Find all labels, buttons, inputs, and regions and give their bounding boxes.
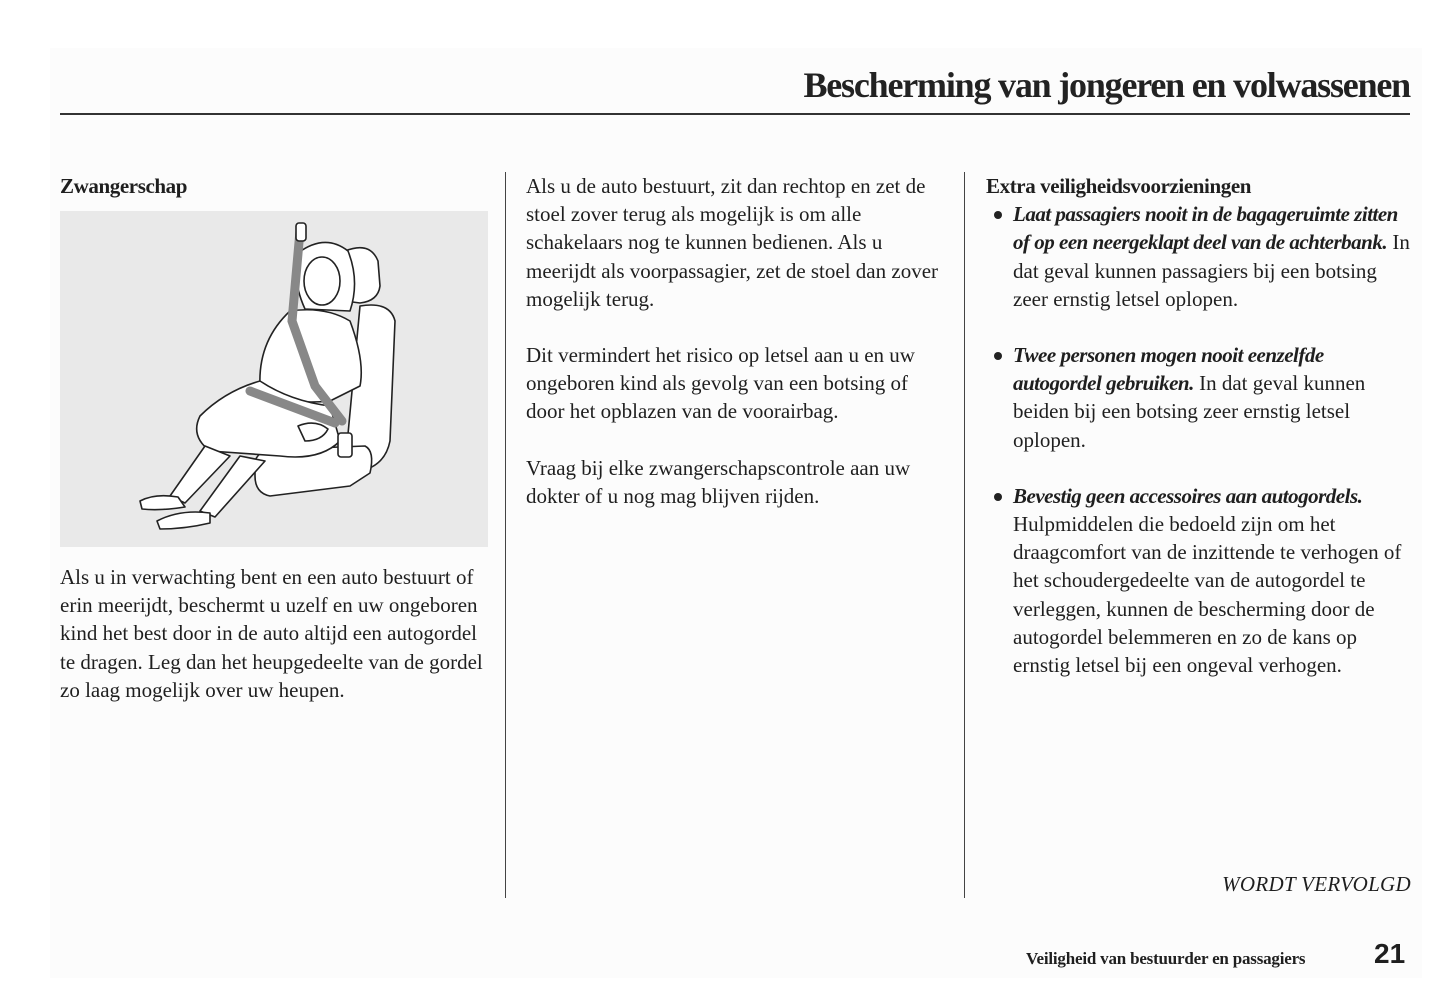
page-number: 21 xyxy=(1374,938,1406,969)
bullet-emphasis: Twee personen mogen nooit eenzelfde autogordel gebruiken. xyxy=(1013,343,1324,396)
column-divider-right xyxy=(964,172,965,898)
continued-label: WORDT VERVOLGD xyxy=(1222,872,1411,896)
bullet-item xyxy=(986,482,1416,679)
bullet-text: In dat geval kunnen beiden bij een botsing zeer ernstig letsel oplopen. xyxy=(1013,371,1366,452)
bullet-icon xyxy=(994,493,1002,501)
left-column xyxy=(60,172,490,200)
bullet-text: In dat geval kunnen passagiers bij een botsing zeer ernstig letsel oplopen. xyxy=(1013,230,1410,311)
section-heading-extra-safety: Extra veiligheidsvoorzieningen xyxy=(986,174,1252,198)
pregnant-woman-seatbelt-illustration xyxy=(60,211,488,547)
bullet-text: Hulpmiddelen die bedoeld zijn om het draagcomfort van de inzittende te verhogen of het schoudergedeelte van de autogordel te verleggen, kunnen de bescherming door de autogordel belemmeren en zo de kans op ernstig letsel bij een ongeval verhogen. xyxy=(1013,512,1402,678)
risk-paragraph: Dit vermindert het risico op letsel aan u en uw ongeboren kind als gevolg van een botsing of door het opblazen van de voorairbag. xyxy=(526,343,915,424)
safety-bullet-list xyxy=(986,200,1416,679)
middle-column xyxy=(526,172,951,510)
bullet-emphasis: Bevestig geen accessoires aan autogordels. xyxy=(1013,483,1363,508)
bullet-icon xyxy=(994,211,1002,219)
left-column-body xyxy=(60,563,490,704)
bullet-item xyxy=(986,341,1416,454)
pregnancy-paragraph: Als u in verwachting bent en een auto bestuurt of erin meerijdt, beschermt u uzelf en uw ongeboren kind het best door in de auto altijd een autogordel te dragen. Leg dan het heupgedeelte van de gordel zo laag mogelijk over uw heupen. xyxy=(60,565,483,702)
right-column xyxy=(986,172,1416,679)
bullet-item xyxy=(986,200,1416,313)
doctor-advice-paragraph: Vraag bij elke zwangerschapscontrole aan uw dokter of u nog mag blijven rijden. xyxy=(526,455,911,508)
footer-section-title: Veiligheid van bestuurder en passagiers xyxy=(1026,949,1306,968)
header-divider xyxy=(60,113,1410,115)
section-heading-pregnancy: Zwangerschap xyxy=(60,174,188,198)
driving-position-paragraph: Als u de auto bestuurt, zit dan rechtop en zet de stoel zover terug als mogelijk is om alle schakelaars nog te kunnen bedienen. Als u meerijdt als voorpassagier, zet de stoel dan zover mogelijk terug. xyxy=(526,174,939,311)
seatbelt-illustration-icon xyxy=(60,211,488,547)
page-title: Bescherming van jongeren en volwassenen xyxy=(803,65,1410,105)
column-divider-left xyxy=(505,172,506,898)
bullet-icon xyxy=(994,352,1002,360)
bullet-emphasis: Laat passagiers nooit in de bagageruimte zitten of op een neergeklapt deel van de achterbank. xyxy=(1013,202,1398,255)
